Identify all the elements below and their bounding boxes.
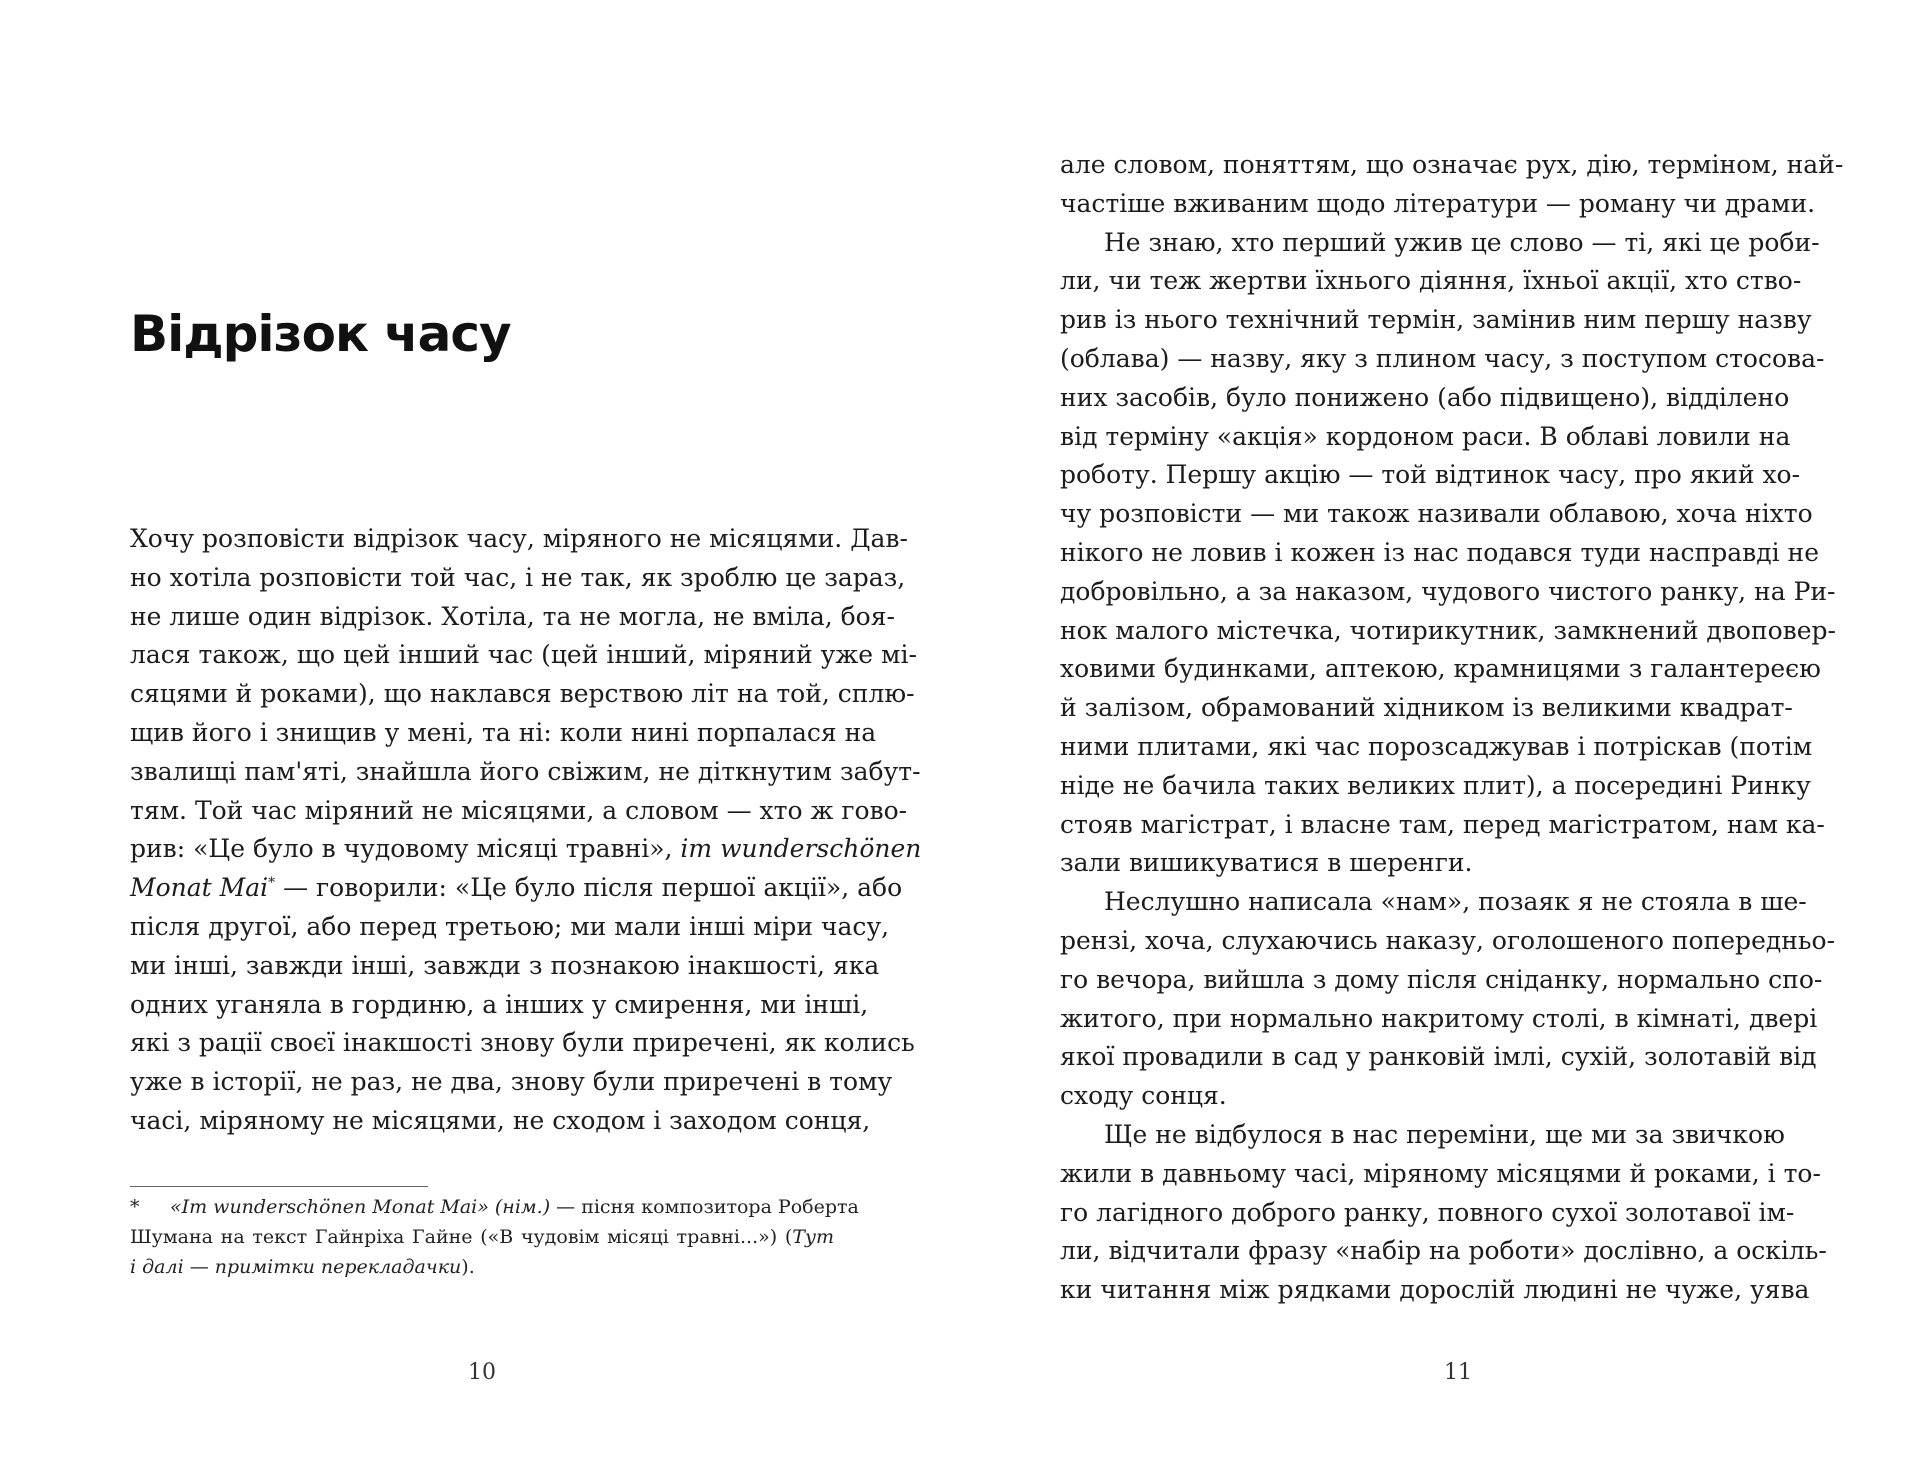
chapter-title: Відрізок часу	[130, 305, 511, 363]
text-line	[130, 830, 922, 869]
italic-german-phrase: Monat Mai	[130, 873, 269, 903]
text-line: Хочу розповісти відрізок часу, міряного не місяцями. Дав-	[130, 524, 908, 553]
right-page	[960, 0, 1920, 1477]
text-line: часі, міряному не місяцями, не сходом і заходом сонця,	[130, 1105, 871, 1135]
text-line: роботу. Першу акцію — той відтинок часу, про який хо-	[1060, 460, 1801, 490]
text-line: го лагідного доброго ранку, повного сухої золотавої ім-	[1060, 1197, 1795, 1227]
footnote-text: ).	[461, 1256, 475, 1278]
text-line: Неслушно написала «нам», позаяк я не стояла в ше-	[1104, 887, 1807, 917]
text-line: ми інші, завжди інші, завжди з познакою інакшості, яка	[130, 950, 880, 980]
text-line: які з рації своєї інакшості знову були приречені, як колись	[130, 1028, 915, 1058]
text-line: ли, чи теж жертви їхнього діяння, їхньої акції, хто ство-	[1060, 266, 1802, 296]
text-line: добровільно, а за наказом, чудового чистого ранку, на Ри-	[1060, 576, 1836, 606]
text-line: стояв магістрат, і власне там, перед магістратом, нам ка-	[1060, 809, 1825, 839]
text-line: звалищі пам'яті, знайшла його свіжим, не діткнутим забут-	[130, 756, 921, 786]
footnote-line	[130, 1192, 859, 1222]
text-line: рив із нього технічний термін, замінив ним першу назву	[1060, 305, 1812, 335]
text-line: але словом, поняттям, що означає рух, дію, терміном, най-	[1060, 150, 1844, 179]
footnote-language: (нім.)	[488, 1196, 551, 1218]
text-line: ки читання між рядками дорослій людині не чуже, уява	[1060, 1275, 1810, 1305]
footnote-divider	[130, 1186, 428, 1187]
text-line: сходу сонця.	[1060, 1081, 1227, 1111]
footnote-reference[interactable]: *	[268, 875, 276, 892]
text-line: щив його і знищив у мені, та ні: коли нині порпалася на	[130, 717, 877, 747]
text-line: після другої, або перед третьою; ми мали інші міри часу,	[130, 911, 890, 941]
text-line: житого, при нормально накритому столі, в кімнаті, двері	[1060, 1003, 1818, 1033]
text-line: них засобів, було понижено (або підвищено), відділено	[1060, 382, 1790, 412]
text-line: тям. Той час міряний не місяцями, а словом — хто ж гово-	[130, 795, 908, 825]
footnote-marker: *	[130, 1196, 140, 1218]
text-line: ли, відчитали фразу «набір на роботи» дослівно, а оскіль-	[1060, 1236, 1827, 1266]
text-line: жили в давньому часі, міряному місяцями й роками, і то-	[1060, 1158, 1821, 1188]
footnote-text: — пісня композитора Роберта	[550, 1196, 859, 1218]
text-line: частіше вживаним щодо літератури — роману чи драми.	[1060, 188, 1816, 218]
footnote-line	[130, 1252, 834, 1282]
text-line: якої провадили в сад у ранковій імлі, сухій, золотавій від	[1060, 1042, 1817, 1072]
page-number: 11	[1444, 1360, 1472, 1385]
italic-german-phrase: im wunderschönen	[680, 834, 922, 864]
text-line: зали вишикуватися в шеренги.	[1060, 848, 1473, 878]
text-line: Ще не відбулося в нас переміни, ще ми за звичкою	[1104, 1119, 1785, 1149]
text-line: нікого не ловив і кожен із нас подався туди насправді не	[1060, 537, 1819, 567]
footnote-note: і далі — примітки перекладачки	[130, 1256, 462, 1278]
text-line: (облава) — назву, яку з плином часу, з поступом стосова-	[1060, 343, 1825, 373]
text-line: лася також, що цей інший час (цей інший, міряний уже мі-	[130, 640, 917, 670]
left-body-text	[130, 520, 922, 1141]
text-segment: рив: «Це було в чудовому місяці травні»,	[130, 834, 681, 864]
footnote-note: Тут	[792, 1226, 834, 1248]
text-line: уже в історії, не раз, не два, знову були приречені в тому	[130, 1067, 893, 1097]
footnote-text: Шумана на текст Гайнріха Гайне («В чудовім місяці травні...») (	[130, 1226, 793, 1248]
footnote-line	[130, 1222, 834, 1252]
text-line: рензі, хоча, слухаючись наказу, оголошеного попередньо-	[1060, 925, 1836, 955]
text-line: ховими будинками, аптекою, крамницями з галантереєю	[1060, 654, 1821, 684]
text-line: одних уганяла в гординю, а інших у смирення, ми інші,	[130, 989, 869, 1019]
right-body-text	[1060, 146, 1844, 1310]
page-number: 10	[468, 1360, 496, 1385]
footnote	[130, 1192, 859, 1282]
text-line: від терміну «акція» кордоном раси. В облаві ловили на	[1060, 421, 1791, 451]
text-line: ними плитами, які час порозсаджував і потріскав (потім	[1060, 731, 1813, 761]
footnote-title: «Im wunderschönen Monat Mai»	[170, 1196, 489, 1218]
text-line: сяцями й роками), що наклався верствою літ на той, сплю-	[130, 679, 915, 709]
text-line: не лише один відрізок. Хотіла, та не могла, не вміла, боя-	[130, 601, 895, 631]
text-line: Не знаю, хто перший ужив це слово — ті, які це роби-	[1104, 227, 1820, 257]
text-line: чу розповісти — ми також називали облавою, хоча ніхто	[1060, 499, 1813, 529]
text-line: й залізом, обрамований хідником із великими квадрат-	[1060, 693, 1793, 723]
text-line: го вечора, вийшла з дому після сніданку, нормально спо-	[1060, 964, 1823, 994]
text-line: ніде не бачила таких великих плит), а посередині Ринку	[1060, 770, 1811, 800]
text-line	[130, 869, 903, 908]
text-line: нок малого містечка, чотирикутник, замкнений двоповер-	[1060, 615, 1836, 645]
text-segment: — говорили: «Це було після першої акції», або	[275, 873, 903, 903]
text-line: но хотіла розповісти той час, і не так, як зроблю це зараз,	[130, 562, 906, 592]
